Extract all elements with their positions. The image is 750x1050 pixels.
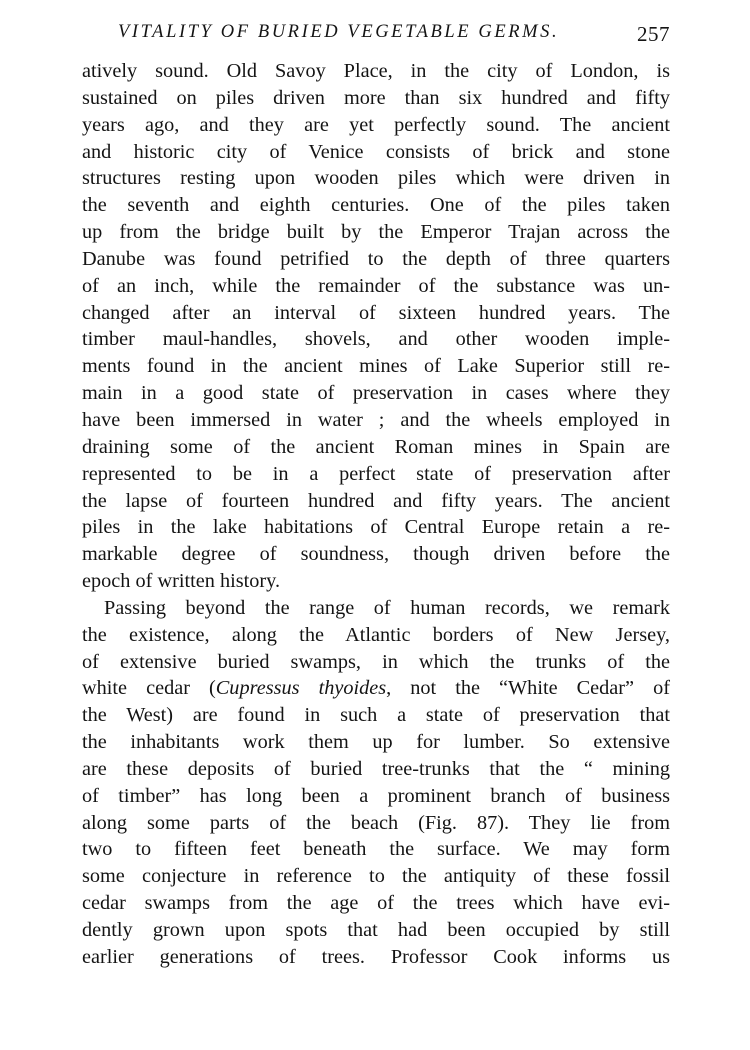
text-line: have been immersed in water ; and the wheels employed in xyxy=(82,408,670,431)
text-line: up from the bridge built by the Emperor Trajan across the xyxy=(82,221,670,244)
text-line: represented to be in a perfect state of preservation after xyxy=(82,462,670,485)
text-line: Passing beyond the range of human records, we remark xyxy=(104,596,670,619)
text-line: some conjecture in reference to the antiquity of these fossil xyxy=(82,865,670,888)
text-line: along some parts of the beach (Fig. 87). They lie from xyxy=(82,811,670,834)
running-title: VITALITY OF BURIED VEGETABLE GERMS. xyxy=(118,22,560,42)
body-text xyxy=(82,58,670,971)
text-line: of timber” has long been a prominent branch of business xyxy=(82,784,670,807)
text-line: main in a good state of preservation in cases where they xyxy=(82,382,670,405)
text-line: sustained on piles driven more than six hundred and fifty xyxy=(82,86,670,109)
text-line: the existence, along the Atlantic borders of New Jersey, xyxy=(82,623,670,646)
text-line: ments found in the ancient mines of Lake Superior still re- xyxy=(82,355,670,378)
text-line: earlier generations of trees. Professor Cook informs us xyxy=(82,945,670,968)
text-line: Danube was found petrified to the depth of three quarters xyxy=(82,247,670,270)
text-line xyxy=(82,675,670,702)
text-segment: , not the “White Cedar” of xyxy=(386,677,670,700)
text-line: the lapse of fourteen hundred and fifty years. The ancient xyxy=(82,489,670,512)
text-line: of extensive buried swamps, in which the trunks of the xyxy=(82,650,670,673)
text-line: markable degree of soundness, though driven before the xyxy=(82,543,670,566)
text-line: structures resting upon wooden piles which were driven in xyxy=(82,167,670,190)
text-line: the West) are found in such a state of preservation that xyxy=(82,704,670,727)
text-line: draining some of the ancient Roman mines in Spain are xyxy=(82,435,670,458)
species-name: Cupressus thyoides xyxy=(215,677,387,700)
text-line: two to fifteen feet beneath the surface. We may form xyxy=(82,838,670,861)
text-line: the inhabitants work them up for lumber. So extensive xyxy=(82,731,670,754)
text-line: epoch of written history. xyxy=(82,570,281,593)
text-line: are these deposits of buried tree-trunks that the “ mining xyxy=(82,757,670,780)
text-segment: white cedar ( xyxy=(82,677,216,700)
running-head xyxy=(118,18,670,50)
text-line: atively sound. Old Savoy Place, in the city of London, is xyxy=(82,60,670,82)
text-line: changed after an interval of sixteen hundred years. The xyxy=(82,301,670,324)
text-line: of an inch, while the remainder of the substance was un- xyxy=(82,274,670,297)
text-line: dently grown upon spots that had been occupied by still xyxy=(82,919,670,941)
text-line: piles in the lake habitations of Central Europe retain a re- xyxy=(82,516,670,539)
text-line: and historic city of Venice consists of brick and stone xyxy=(82,140,670,163)
paragraph xyxy=(82,58,670,595)
text-line: the seventh and eighth centuries. One of the piles taken xyxy=(82,194,670,217)
text-line: cedar swamps from the age of the trees which have evi- xyxy=(82,892,670,915)
text-line: years ago, and they are yet perfectly sound. The ancient xyxy=(82,113,670,136)
page-number: 257 xyxy=(637,22,670,46)
text-line: timber maul-handles, shovels, and other wooden imple- xyxy=(82,328,670,351)
paragraph xyxy=(82,595,670,971)
